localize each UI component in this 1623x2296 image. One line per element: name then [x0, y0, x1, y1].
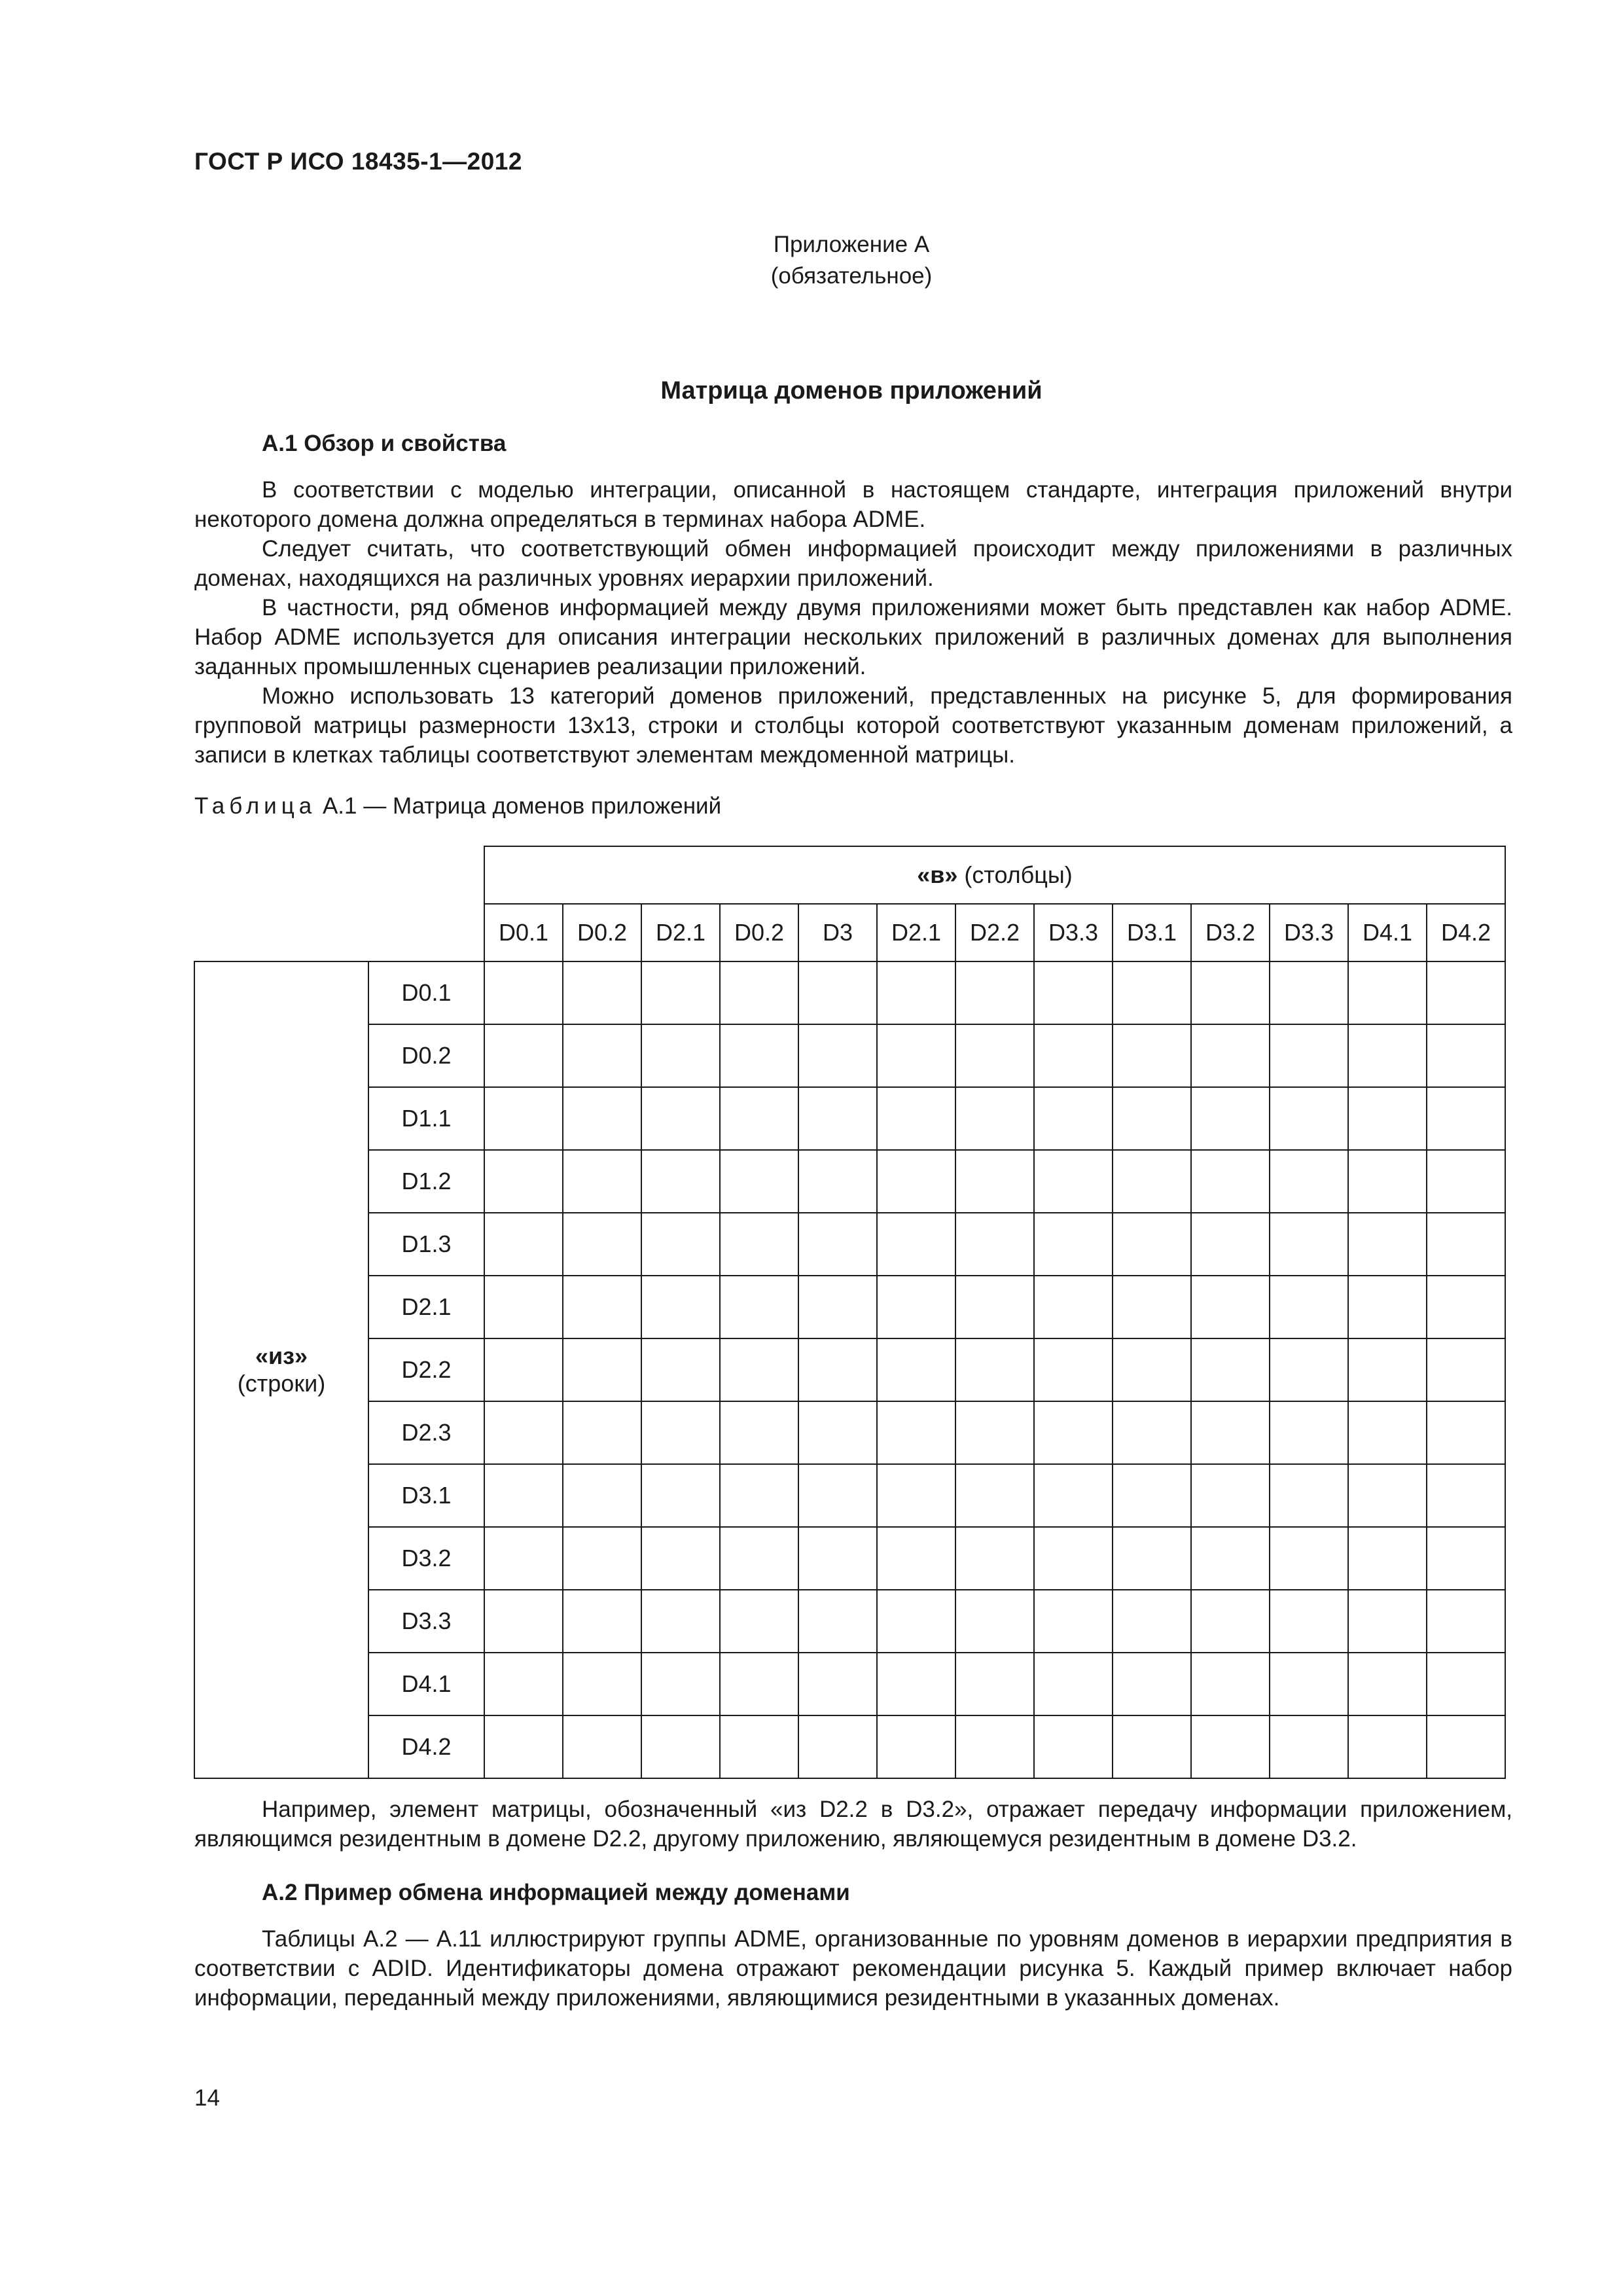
row-header: D0.1	[368, 961, 484, 1024]
column-header: D3.3	[1270, 904, 1348, 961]
matrix-cell	[484, 1150, 563, 1213]
matrix-cell	[1191, 1653, 1270, 1715]
matrix-cell	[1191, 961, 1270, 1024]
matrix-cell	[1034, 1590, 1113, 1653]
matrix-cell	[720, 1087, 798, 1150]
matrix-cell	[1270, 961, 1348, 1024]
from-rows-header: «из» (строки)	[194, 961, 368, 1778]
blank-corner	[194, 904, 484, 961]
matrix-cell	[563, 1087, 641, 1150]
matrix-cell	[1270, 1590, 1348, 1653]
matrix-cell	[1348, 1653, 1427, 1715]
matrix-cell	[877, 961, 955, 1024]
matrix-cell	[1348, 1464, 1427, 1527]
column-header: D0.2	[563, 904, 641, 961]
column-header: D3.1	[1113, 904, 1191, 961]
row-header: D1.3	[368, 1213, 484, 1276]
matrix-cell	[641, 1150, 720, 1213]
matrix-cell	[720, 1150, 798, 1213]
matrix-cell	[955, 1527, 1034, 1590]
matrix-cell	[720, 1401, 798, 1464]
table-row	[194, 1024, 1505, 1087]
matrix-cell	[641, 1401, 720, 1464]
matrix-cell	[1427, 1715, 1505, 1778]
matrix-cell	[877, 1024, 955, 1087]
matrix-cell	[563, 1464, 641, 1527]
matrix-cell	[1427, 1338, 1505, 1401]
matrix-cell	[1113, 1401, 1191, 1464]
matrix-cell	[641, 1653, 720, 1715]
matrix-cell	[1113, 1653, 1191, 1715]
matrix-cell	[1034, 1024, 1113, 1087]
matrix-cell	[955, 1213, 1034, 1276]
row-header: D2.1	[368, 1276, 484, 1338]
matrix-cell	[720, 1590, 798, 1653]
matrix-cell	[1348, 1087, 1427, 1150]
matrix-cell	[1034, 1527, 1113, 1590]
matrix-cell	[1191, 1401, 1270, 1464]
matrix-cell	[1191, 1715, 1270, 1778]
matrix-cell	[955, 961, 1034, 1024]
matrix-cell	[798, 1276, 877, 1338]
matrix-cell	[877, 1401, 955, 1464]
column-header: D4.2	[1427, 904, 1505, 961]
matrix-cell	[1427, 1653, 1505, 1715]
matrix-cell	[1270, 1715, 1348, 1778]
matrix-cell	[877, 1213, 955, 1276]
row-header: D3.1	[368, 1464, 484, 1527]
table-row	[194, 961, 1505, 1024]
matrix-cell	[1270, 1464, 1348, 1527]
column-header: D3	[798, 904, 877, 961]
matrix-cell	[1191, 1024, 1270, 1087]
matrix-cell	[877, 1715, 955, 1778]
table-row	[194, 1653, 1505, 1715]
table-row	[194, 1401, 1505, 1464]
matrix-cell	[798, 1150, 877, 1213]
matrix-cell	[1427, 1213, 1505, 1276]
table-caption: Таблица А.1 — Матрица доменов приложений	[194, 793, 722, 819]
matrix-cell	[641, 1464, 720, 1527]
matrix-cell	[877, 1653, 955, 1715]
row-header: D1.2	[368, 1150, 484, 1213]
matrix-cell	[1348, 1024, 1427, 1087]
matrix-cell	[720, 1527, 798, 1590]
matrix-cell	[484, 1087, 563, 1150]
matrix-cell	[1270, 1653, 1348, 1715]
matrix-cell	[720, 1213, 798, 1276]
matrix-cell	[877, 1338, 955, 1401]
matrix-cell	[1427, 961, 1505, 1024]
appendix-type: (обязательное)	[770, 263, 933, 289]
matrix-cell	[720, 1464, 798, 1527]
matrix-cell	[955, 1590, 1034, 1653]
matrix-cell	[1270, 1401, 1348, 1464]
matrix-cell	[641, 1527, 720, 1590]
matrix-cell	[1348, 1401, 1427, 1464]
matrix-cell	[1113, 1715, 1191, 1778]
matrix-cell	[1427, 1150, 1505, 1213]
matrix-cell	[798, 1464, 877, 1527]
section-heading-a2: А.2 Пример обмена информацией между доменами	[262, 1880, 850, 1905]
matrix-cell	[798, 1338, 877, 1401]
matrix-cell	[1034, 1276, 1113, 1338]
table-row	[194, 1590, 1505, 1653]
matrix-cell	[720, 1276, 798, 1338]
matrix-cell	[1427, 1401, 1505, 1464]
matrix-cell	[641, 1213, 720, 1276]
matrix-cell	[1427, 1276, 1505, 1338]
matrix-cell	[641, 1087, 720, 1150]
matrix-cell	[484, 1527, 563, 1590]
column-header: D2.1	[877, 904, 955, 961]
matrix-cell	[563, 1150, 641, 1213]
matrix-cell	[798, 1401, 877, 1464]
matrix-cell	[955, 1087, 1034, 1150]
matrix-cell	[1270, 1527, 1348, 1590]
matrix-cell	[1191, 1150, 1270, 1213]
matrix-cell	[1270, 1213, 1348, 1276]
matrix-cell	[563, 1213, 641, 1276]
matrix-cell	[484, 1338, 563, 1401]
matrix-cell	[955, 1401, 1034, 1464]
matrix-cell	[641, 961, 720, 1024]
matrix-cell	[1427, 1590, 1505, 1653]
matrix-cell	[877, 1464, 955, 1527]
paragraph: Следует считать, что соответствующий обмен информацией происходит между приложениями в различных доменах, находящихся на различных уровнях иерархии приложений.	[194, 536, 1512, 591]
matrix-cell	[1034, 1653, 1113, 1715]
paragraph: В соответствии с моделью интеграции, описанной в настоящем стандарте, интеграция приложений внутри некоторого домена должна определяться в терминах набора ADME.	[194, 477, 1512, 532]
matrix-cell	[1191, 1464, 1270, 1527]
row-header: D3.2	[368, 1527, 484, 1590]
matrix-cell	[1270, 1087, 1348, 1150]
matrix-cell	[484, 1653, 563, 1715]
matrix-cell	[720, 1715, 798, 1778]
matrix-cell	[1348, 1276, 1427, 1338]
matrix-cell	[798, 1527, 877, 1590]
matrix-cell	[877, 1276, 955, 1338]
matrix-cell	[955, 1024, 1034, 1087]
matrix-cell	[1348, 1213, 1427, 1276]
matrix-cell	[484, 1464, 563, 1527]
matrix-cell	[720, 1024, 798, 1087]
matrix-cell	[877, 1527, 955, 1590]
row-header: D1.1	[368, 1087, 484, 1150]
row-header: D0.2	[368, 1024, 484, 1087]
matrix-cell	[1427, 1527, 1505, 1590]
table-row	[194, 1338, 1505, 1401]
matrix-cell	[1113, 1024, 1191, 1087]
matrix-cell	[484, 1401, 563, 1464]
matrix-cell	[484, 1213, 563, 1276]
matrix-cell	[563, 1653, 641, 1715]
matrix-cell	[1034, 961, 1113, 1024]
document-code: ГОСТ Р ИСО 18435-1—2012	[194, 148, 522, 175]
matrix-cell	[484, 1024, 563, 1087]
matrix-cell	[1034, 1213, 1113, 1276]
matrix-cell	[1034, 1715, 1113, 1778]
matrix-cell	[563, 961, 641, 1024]
matrix-cell	[563, 1401, 641, 1464]
table-row	[194, 1715, 1505, 1778]
matrix-cell	[955, 1715, 1034, 1778]
matrix-cell	[798, 1715, 877, 1778]
matrix-cell	[1034, 1150, 1113, 1213]
matrix-cell	[1034, 1338, 1113, 1401]
paragraph: Например, элемент матрицы, обозначенный «из D2.2 в D3.2», отражает передачу информации приложением, являющимся резидентным в домене D2.2, другому приложению, являющемуся резидентным в домене D3.2.	[194, 1797, 1512, 1852]
matrix-cell	[955, 1276, 1034, 1338]
matrix-cell	[798, 1024, 877, 1087]
matrix-cell	[720, 1338, 798, 1401]
blank-corner	[194, 846, 484, 904]
matrix-cell	[955, 1464, 1034, 1527]
column-header: D3.3	[1034, 904, 1113, 961]
matrix-cell	[1113, 961, 1191, 1024]
matrix-cell	[1113, 1590, 1191, 1653]
matrix-cell	[1348, 961, 1427, 1024]
matrix-cell	[798, 1653, 877, 1715]
table-row	[194, 1276, 1505, 1338]
matrix-cell	[1191, 1338, 1270, 1401]
matrix-cell	[1113, 1338, 1191, 1401]
paragraph: Таблицы А.2 — А.11 иллюстрируют группы ADME, организованные по уровням доменов в иерархии предприятия в соответствии с ADID. Идентификаторы домена отражают рекомендации рисунка 5. Каждый пример включает набор информации, переданный между приложениями, являющимися резидентными в указанных доменах.	[194, 1926, 1512, 2011]
matrix-cell	[798, 961, 877, 1024]
matrix-cell	[563, 1338, 641, 1401]
column-header: D2.2	[955, 904, 1034, 961]
matrix-cell	[641, 1338, 720, 1401]
row-header: D4.1	[368, 1653, 484, 1715]
column-header: D0.2	[720, 904, 798, 961]
matrix-cell	[1113, 1464, 1191, 1527]
table-row	[194, 1213, 1505, 1276]
matrix-cell	[720, 1653, 798, 1715]
matrix-cell	[484, 1715, 563, 1778]
column-header: D3.2	[1191, 904, 1270, 961]
table-row	[194, 1464, 1505, 1527]
matrix-cell	[1191, 1590, 1270, 1653]
table-row	[194, 1150, 1505, 1213]
row-header: D4.2	[368, 1715, 484, 1778]
matrix-cell	[1113, 1527, 1191, 1590]
matrix-cell	[1113, 1150, 1191, 1213]
matrix-cell	[877, 1150, 955, 1213]
matrix-cell	[1191, 1276, 1270, 1338]
matrix-cell	[1191, 1213, 1270, 1276]
matrix-cell	[877, 1590, 955, 1653]
matrix-cell	[1427, 1464, 1505, 1527]
matrix-cell	[798, 1213, 877, 1276]
matrix-cell	[1348, 1150, 1427, 1213]
matrix-cell	[877, 1087, 955, 1150]
matrix-cell	[1113, 1276, 1191, 1338]
row-header: D2.2	[368, 1338, 484, 1401]
column-header: D4.1	[1348, 904, 1427, 961]
matrix-cell	[1348, 1338, 1427, 1401]
matrix-cell	[1348, 1715, 1427, 1778]
matrix-cell	[1270, 1150, 1348, 1213]
matrix-cell	[484, 1276, 563, 1338]
matrix-cell	[1270, 1338, 1348, 1401]
paragraph: Можно использовать 13 категорий доменов приложений, представленных на рисунке 5, для формирования групповой матрицы размерности 13x13, строки и столбцы которой соответствуют указанным доменам приложений, а записи в клетках таблицы соответствуют элементам междоменной матрицы.	[194, 683, 1512, 768]
page-number: 14	[194, 2085, 220, 2111]
matrix-cell	[1034, 1401, 1113, 1464]
matrix-cell	[484, 961, 563, 1024]
matrix-cell	[798, 1590, 877, 1653]
table-row	[194, 1527, 1505, 1590]
matrix-cell	[1113, 1213, 1191, 1276]
matrix-cell	[1348, 1590, 1427, 1653]
matrix-cell	[1270, 1276, 1348, 1338]
matrix-cell	[641, 1590, 720, 1653]
matrix-cell	[955, 1653, 1034, 1715]
matrix-cell	[563, 1024, 641, 1087]
matrix-cell	[563, 1527, 641, 1590]
row-header: D3.3	[368, 1590, 484, 1653]
matrix-cell	[1427, 1087, 1505, 1150]
matrix-cell	[720, 961, 798, 1024]
matrix-cell	[484, 1590, 563, 1653]
domain-matrix-table	[194, 846, 1506, 1779]
matrix-cell	[641, 1276, 720, 1338]
table-row	[194, 1087, 1505, 1150]
matrix-cell	[641, 1715, 720, 1778]
row-header: D2.3	[368, 1401, 484, 1464]
matrix-cell	[1113, 1087, 1191, 1150]
matrix-cell	[1270, 1024, 1348, 1087]
matrix-cell	[1427, 1024, 1505, 1087]
to-columns-header: «в» (столбцы)	[484, 846, 1505, 904]
matrix-cell	[798, 1087, 877, 1150]
matrix-cell	[1191, 1527, 1270, 1590]
matrix-cell	[1191, 1087, 1270, 1150]
matrix-cell	[563, 1276, 641, 1338]
matrix-cell	[641, 1024, 720, 1087]
matrix-cell	[1034, 1087, 1113, 1150]
paragraph: В частности, ряд обменов информацией между двумя приложениями может быть представлен как набор ADME. Набор ADME используется для описания интеграции нескольких приложений в различных доменах для выполнения заданных промышленных сценариев реализации приложений.	[194, 595, 1512, 679]
matrix-cell	[563, 1715, 641, 1778]
section-heading-a1: А.1 Обзор и свойства	[262, 431, 507, 456]
matrix-cell	[563, 1590, 641, 1653]
matrix-cell	[955, 1150, 1034, 1213]
matrix-cell	[1034, 1464, 1113, 1527]
main-title: Матрица доменов приложений	[660, 377, 1043, 404]
matrix-cell	[1348, 1527, 1427, 1590]
column-header: D0.1	[484, 904, 563, 961]
column-header: D2.1	[641, 904, 720, 961]
appendix-title: Приложение А	[773, 232, 930, 257]
matrix-cell	[955, 1338, 1034, 1401]
